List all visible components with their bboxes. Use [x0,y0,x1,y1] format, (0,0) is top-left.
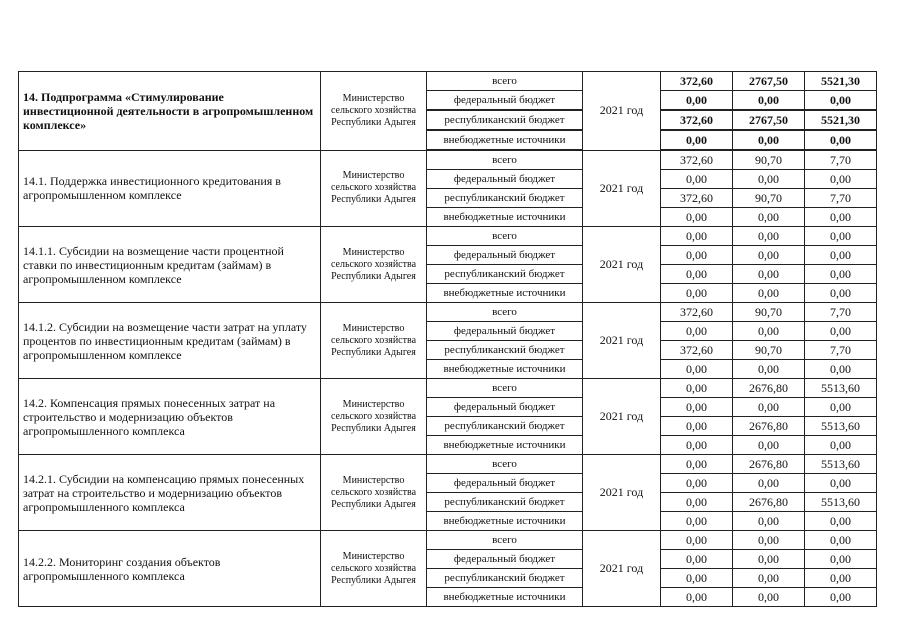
amount-cell-v1: 372,60 [661,303,733,322]
amount-cell-v3: 0,00 [805,246,877,265]
amount-cell-v1: 0,00 [661,398,733,417]
amount-cell-v2: 0,00 [733,588,805,607]
amount-cell-v1: 372,60 [661,110,733,130]
document-page [18,71,877,607]
amount-cell-v2: 2676,80 [733,493,805,512]
amount-cell-v3: 0,00 [805,550,877,569]
amount-cell-v3: 0,00 [805,531,877,550]
funding-source-cell: республиканский бюджет [427,189,583,208]
program-name-cell: 14.2.2. Мониторинг создания объектов агропромышленного комплекса [19,531,321,607]
amount-cell-v2: 90,70 [733,341,805,360]
funding-source-cell: внебюджетные источники [427,588,583,607]
amount-cell-v3: 0,00 [805,512,877,531]
amount-cell-v3: 0,00 [805,208,877,227]
funding-source-cell: всего [427,72,583,91]
funding-source-cell: всего [427,227,583,246]
amount-cell-v3: 0,00 [805,398,877,417]
amount-cell-v3: 7,70 [805,189,877,208]
amount-cell-v1: 0,00 [661,550,733,569]
amount-cell-v1: 372,60 [661,72,733,91]
amount-cell-v2: 0,00 [733,227,805,246]
funding-table-body [19,72,877,607]
funding-source-cell: внебюджетные источники [427,130,583,150]
table-row [19,72,877,91]
funding-source-cell: всего [427,303,583,322]
program-name-cell: 14.1.2. Субсидии на возмещение части затрат на уплату процентов по инвестиционным кредитам (займам) в агропромышленном комплексе [19,303,321,379]
amount-cell-v3: 5521,30 [805,110,877,130]
table-row [19,227,877,246]
amount-cell-v3: 5521,30 [805,72,877,91]
amount-cell-v1: 0,00 [661,170,733,189]
amount-cell-v2: 2767,50 [733,72,805,91]
amount-cell-v2: 0,00 [733,398,805,417]
amount-cell-v3: 0,00 [805,265,877,284]
amount-cell-v2: 0,00 [733,550,805,569]
amount-cell-v3: 0,00 [805,170,877,189]
funding-source-cell: республиканский бюджет [427,493,583,512]
program-name-cell: 14. Подпрограмма «Стимулирование инвестиционной деятельности в агропромышленном комплексе» [19,72,321,151]
amount-cell-v2: 90,70 [733,150,805,170]
year-cell: 2021 год [583,379,661,455]
amount-cell-v2: 0,00 [733,170,805,189]
amount-cell-v2: 0,00 [733,512,805,531]
year-cell: 2021 год [583,150,661,227]
year-cell: 2021 год [583,227,661,303]
amount-cell-v1: 0,00 [661,531,733,550]
amount-cell-v3: 0,00 [805,360,877,379]
funding-source-cell: федеральный бюджет [427,246,583,265]
responsible-ministry-cell: Министерство сельского хозяйства Республики Адыгея [321,379,427,455]
amount-cell-v2: 0,00 [733,531,805,550]
responsible-ministry-cell: Министерство сельского хозяйства Республики Адыгея [321,150,427,227]
year-cell: 2021 год [583,455,661,531]
amount-cell-v1: 0,00 [661,569,733,588]
amount-cell-v1: 0,00 [661,417,733,436]
program-name-cell: 14.1.1. Субсидии на возмещение части процентной ставки по инвестиционным кредитам (займам) в агропромышленном комплексе [19,227,321,303]
amount-cell-v3: 0,00 [805,588,877,607]
funding-source-cell: всего [427,150,583,170]
amount-cell-v1: 0,00 [661,455,733,474]
funding-source-cell: всего [427,379,583,398]
amount-cell-v2: 0,00 [733,360,805,379]
amount-cell-v2: 0,00 [733,246,805,265]
responsible-ministry-cell: Министерство сельского хозяйства Республики Адыгея [321,72,427,151]
responsible-ministry-cell: Министерство сельского хозяйства Республики Адыгея [321,227,427,303]
funding-source-cell: внебюджетные источники [427,284,583,303]
table-row [19,303,877,322]
amount-cell-v2: 0,00 [733,265,805,284]
responsible-ministry-cell: Министерство сельского хозяйства Республики Адыгея [321,455,427,531]
amount-cell-v3: 0,00 [805,91,877,111]
amount-cell-v2: 0,00 [733,474,805,493]
amount-cell-v1: 0,00 [661,512,733,531]
amount-cell-v2: 2676,80 [733,455,805,474]
responsible-ministry-cell: Министерство сельского хозяйства Республики Адыгея [321,303,427,379]
funding-source-cell: внебюджетные источники [427,436,583,455]
amount-cell-v1: 0,00 [661,208,733,227]
amount-cell-v2: 90,70 [733,303,805,322]
amount-cell-v3: 0,00 [805,227,877,246]
amount-cell-v1: 0,00 [661,130,733,150]
funding-source-cell: федеральный бюджет [427,550,583,569]
table-row [19,150,877,170]
amount-cell-v1: 0,00 [661,493,733,512]
amount-cell-v1: 0,00 [661,284,733,303]
responsible-ministry-cell: Министерство сельского хозяйства Республики Адыгея [321,531,427,607]
amount-cell-v1: 372,60 [661,189,733,208]
year-cell: 2021 год [583,531,661,607]
funding-source-cell: федеральный бюджет [427,170,583,189]
funding-source-cell: республиканский бюджет [427,417,583,436]
amount-cell-v2: 0,00 [733,569,805,588]
amount-cell-v3: 0,00 [805,130,877,150]
amount-cell-v1: 0,00 [661,265,733,284]
amount-cell-v2: 0,00 [733,91,805,111]
amount-cell-v3: 0,00 [805,322,877,341]
amount-cell-v2: 2767,50 [733,110,805,130]
amount-cell-v2: 0,00 [733,284,805,303]
funding-source-cell: республиканский бюджет [427,569,583,588]
funding-source-cell: федеральный бюджет [427,322,583,341]
amount-cell-v3: 0,00 [805,284,877,303]
funding-table [18,71,877,607]
amount-cell-v1: 0,00 [661,227,733,246]
funding-source-cell: федеральный бюджет [427,474,583,493]
funding-source-cell: внебюджетные источники [427,512,583,531]
amount-cell-v3: 7,70 [805,303,877,322]
funding-source-cell: всего [427,531,583,550]
program-name-cell: 14.2. Компенсация прямых понесенных затрат на строительство и модернизацию объектов агропромышленного комплекса [19,379,321,455]
funding-source-cell: республиканский бюджет [427,265,583,284]
amount-cell-v2: 90,70 [733,189,805,208]
amount-cell-v2: 2676,80 [733,417,805,436]
table-row [19,455,877,474]
amount-cell-v1: 0,00 [661,436,733,455]
amount-cell-v1: 0,00 [661,360,733,379]
year-cell: 2021 год [583,72,661,151]
amount-cell-v3: 5513,60 [805,493,877,512]
program-name-cell: 14.1. Поддержка инвестиционного кредитования в агропромышленном комплексе [19,150,321,227]
amount-cell-v3: 5513,60 [805,455,877,474]
amount-cell-v3: 5513,60 [805,417,877,436]
amount-cell-v1: 0,00 [661,322,733,341]
table-row [19,379,877,398]
amount-cell-v2: 0,00 [733,436,805,455]
amount-cell-v2: 0,00 [733,322,805,341]
amount-cell-v1: 0,00 [661,379,733,398]
funding-source-cell: федеральный бюджет [427,91,583,111]
funding-source-cell: федеральный бюджет [427,398,583,417]
funding-source-cell: внебюджетные источники [427,360,583,379]
funding-source-cell: республиканский бюджет [427,110,583,130]
amount-cell-v3: 0,00 [805,569,877,588]
amount-cell-v2: 0,00 [733,130,805,150]
amount-cell-v1: 0,00 [661,474,733,493]
amount-cell-v2: 0,00 [733,208,805,227]
amount-cell-v3: 7,70 [805,150,877,170]
amount-cell-v3: 5513,60 [805,379,877,398]
amount-cell-v1: 0,00 [661,246,733,265]
year-cell: 2021 год [583,303,661,379]
program-name-cell: 14.2.1. Субсидии на компенсацию прямых понесенных затрат на строительство и модернизацию объектов агропромышленного комплекса [19,455,321,531]
amount-cell-v3: 0,00 [805,436,877,455]
amount-cell-v3: 7,70 [805,341,877,360]
amount-cell-v1: 372,60 [661,150,733,170]
funding-source-cell: внебюджетные источники [427,208,583,227]
amount-cell-v1: 0,00 [661,91,733,111]
amount-cell-v2: 2676,80 [733,379,805,398]
amount-cell-v1: 372,60 [661,341,733,360]
funding-source-cell: республиканский бюджет [427,341,583,360]
amount-cell-v3: 0,00 [805,474,877,493]
amount-cell-v1: 0,00 [661,588,733,607]
funding-source-cell: всего [427,455,583,474]
table-row [19,531,877,550]
